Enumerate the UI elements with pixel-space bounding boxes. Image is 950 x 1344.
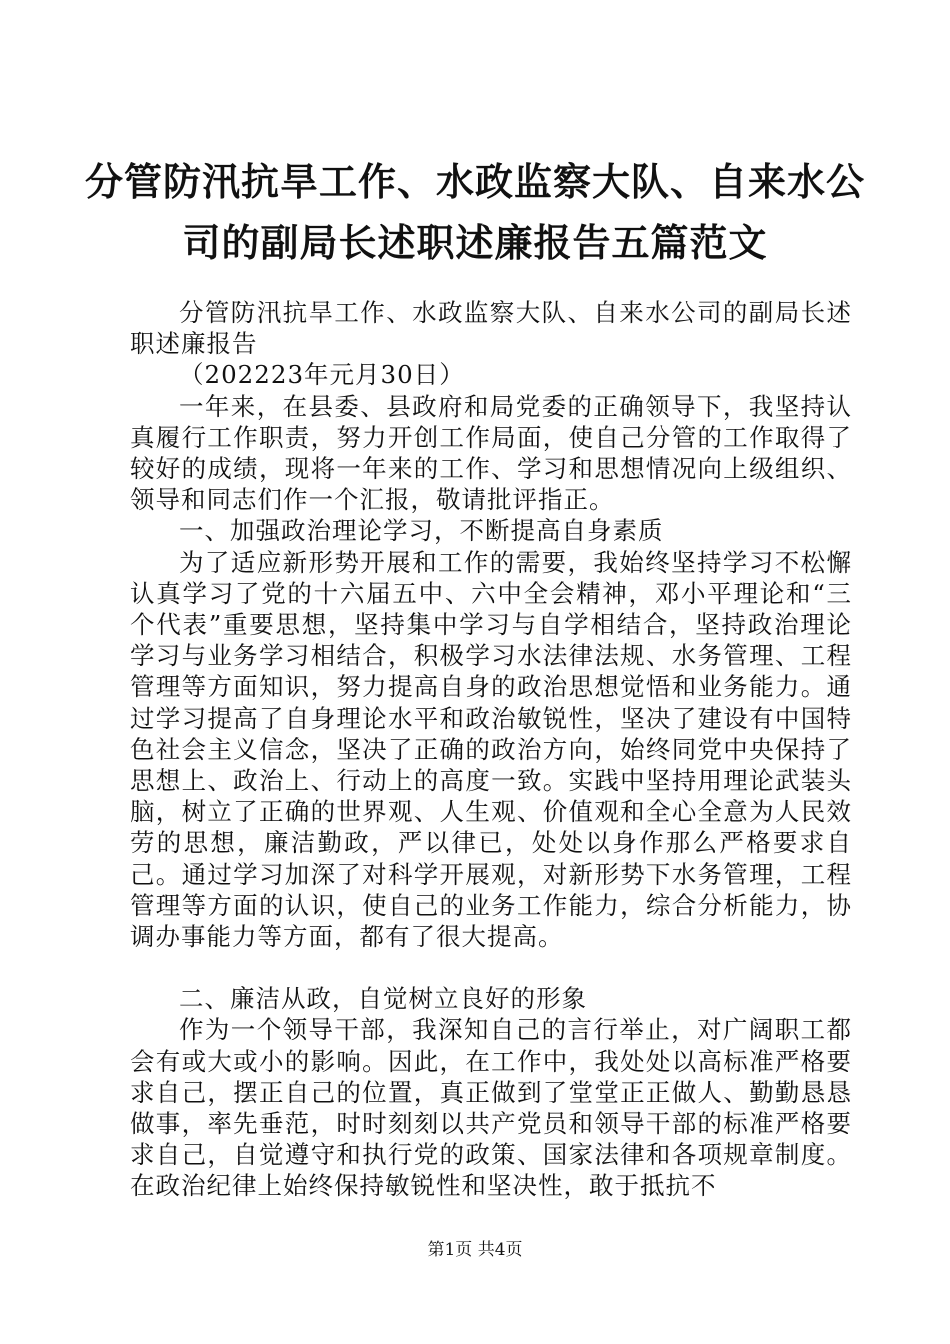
- document-title-line-2: 司的副局长述职述廉报告五篇范文: [182, 221, 768, 265]
- date-paragraph: （202223年元月30日）: [179, 360, 465, 390]
- section-2-paragraph: 作为一个领导干部，我深知自己的言行举止，对广阔职工都会有或大或小的影响。因此，在工作中，我处处以高标准严格要求自己，摆正自己的位置，真正做到了堂堂正正做人、勤勤恳恳做事，率先垂范，时时刻刻以共产党员和领导干部的标准严格要求自己，自觉遵守和执行党的政策、国家法律和各项规章制度。在政治纪律上始终保持敏锐性和坚决性，敢于抵抗不: [130, 1015, 852, 1201]
- section-heading-2: 二、廉洁从政，自觉树立良好的形象: [179, 984, 587, 1014]
- page-number-footer: 第1页 共4页: [427, 1240, 523, 1260]
- document-title-line-1: 分管防汛抗旱工作、水政监察大队、自来水公: [84, 160, 865, 204]
- section-heading-1: 一、加强政治理论学习，不断提高自身素质: [179, 516, 664, 546]
- document-body: [130, 297, 852, 1202]
- intro-paragraph: 一年来，在县委、县政府和局党委的正确领导下，我坚持认真履行工作职责，努力开创工作局面，使自己分管的工作取得了较好的成绩，现将一年来的工作、学习和思想情况向上级组织、领导和同志们作一个汇报，敬请批评指正。: [130, 391, 852, 515]
- subtitle-paragraph: 分管防汛抗旱工作、水政监察大队、自来水公司的副局长述职述廉报告: [130, 298, 852, 359]
- section-1-paragraph: 为了适应新形势开展和工作的需要，我始终坚持学习不松懈认真学习了党的十六届五中、六中全会精神，邓小平理论和“三个代表”重要思想，坚持集中学习与自学相结合，坚持政治理论学习与业务学习相结合，积极学习水法律法规、水务管理、工程管理等方面知识，努力提高自身的政治思想觉悟和业务能力。通过学习提高了自身理论水平和政治敏锐性，坚决了建设有中国特色社会主义信念，坚决了正确的政治方向，始终同党中央保持了思想上、政治上、行动上的高度一致。实践中坚持用理论武装头脑，树立了正确的世界观、人生观、价值观和全心全意为人民效劳的思想，廉洁勤政，严以律已，处处以身作那么严格要求自己。通过学习加深了对科学开展观，对新形势下水务管理，工程管理等方面的认识，使自己的业务工作能力，综合分析能力，协调办事能力等方面，都有了很大提高。: [130, 547, 852, 952]
